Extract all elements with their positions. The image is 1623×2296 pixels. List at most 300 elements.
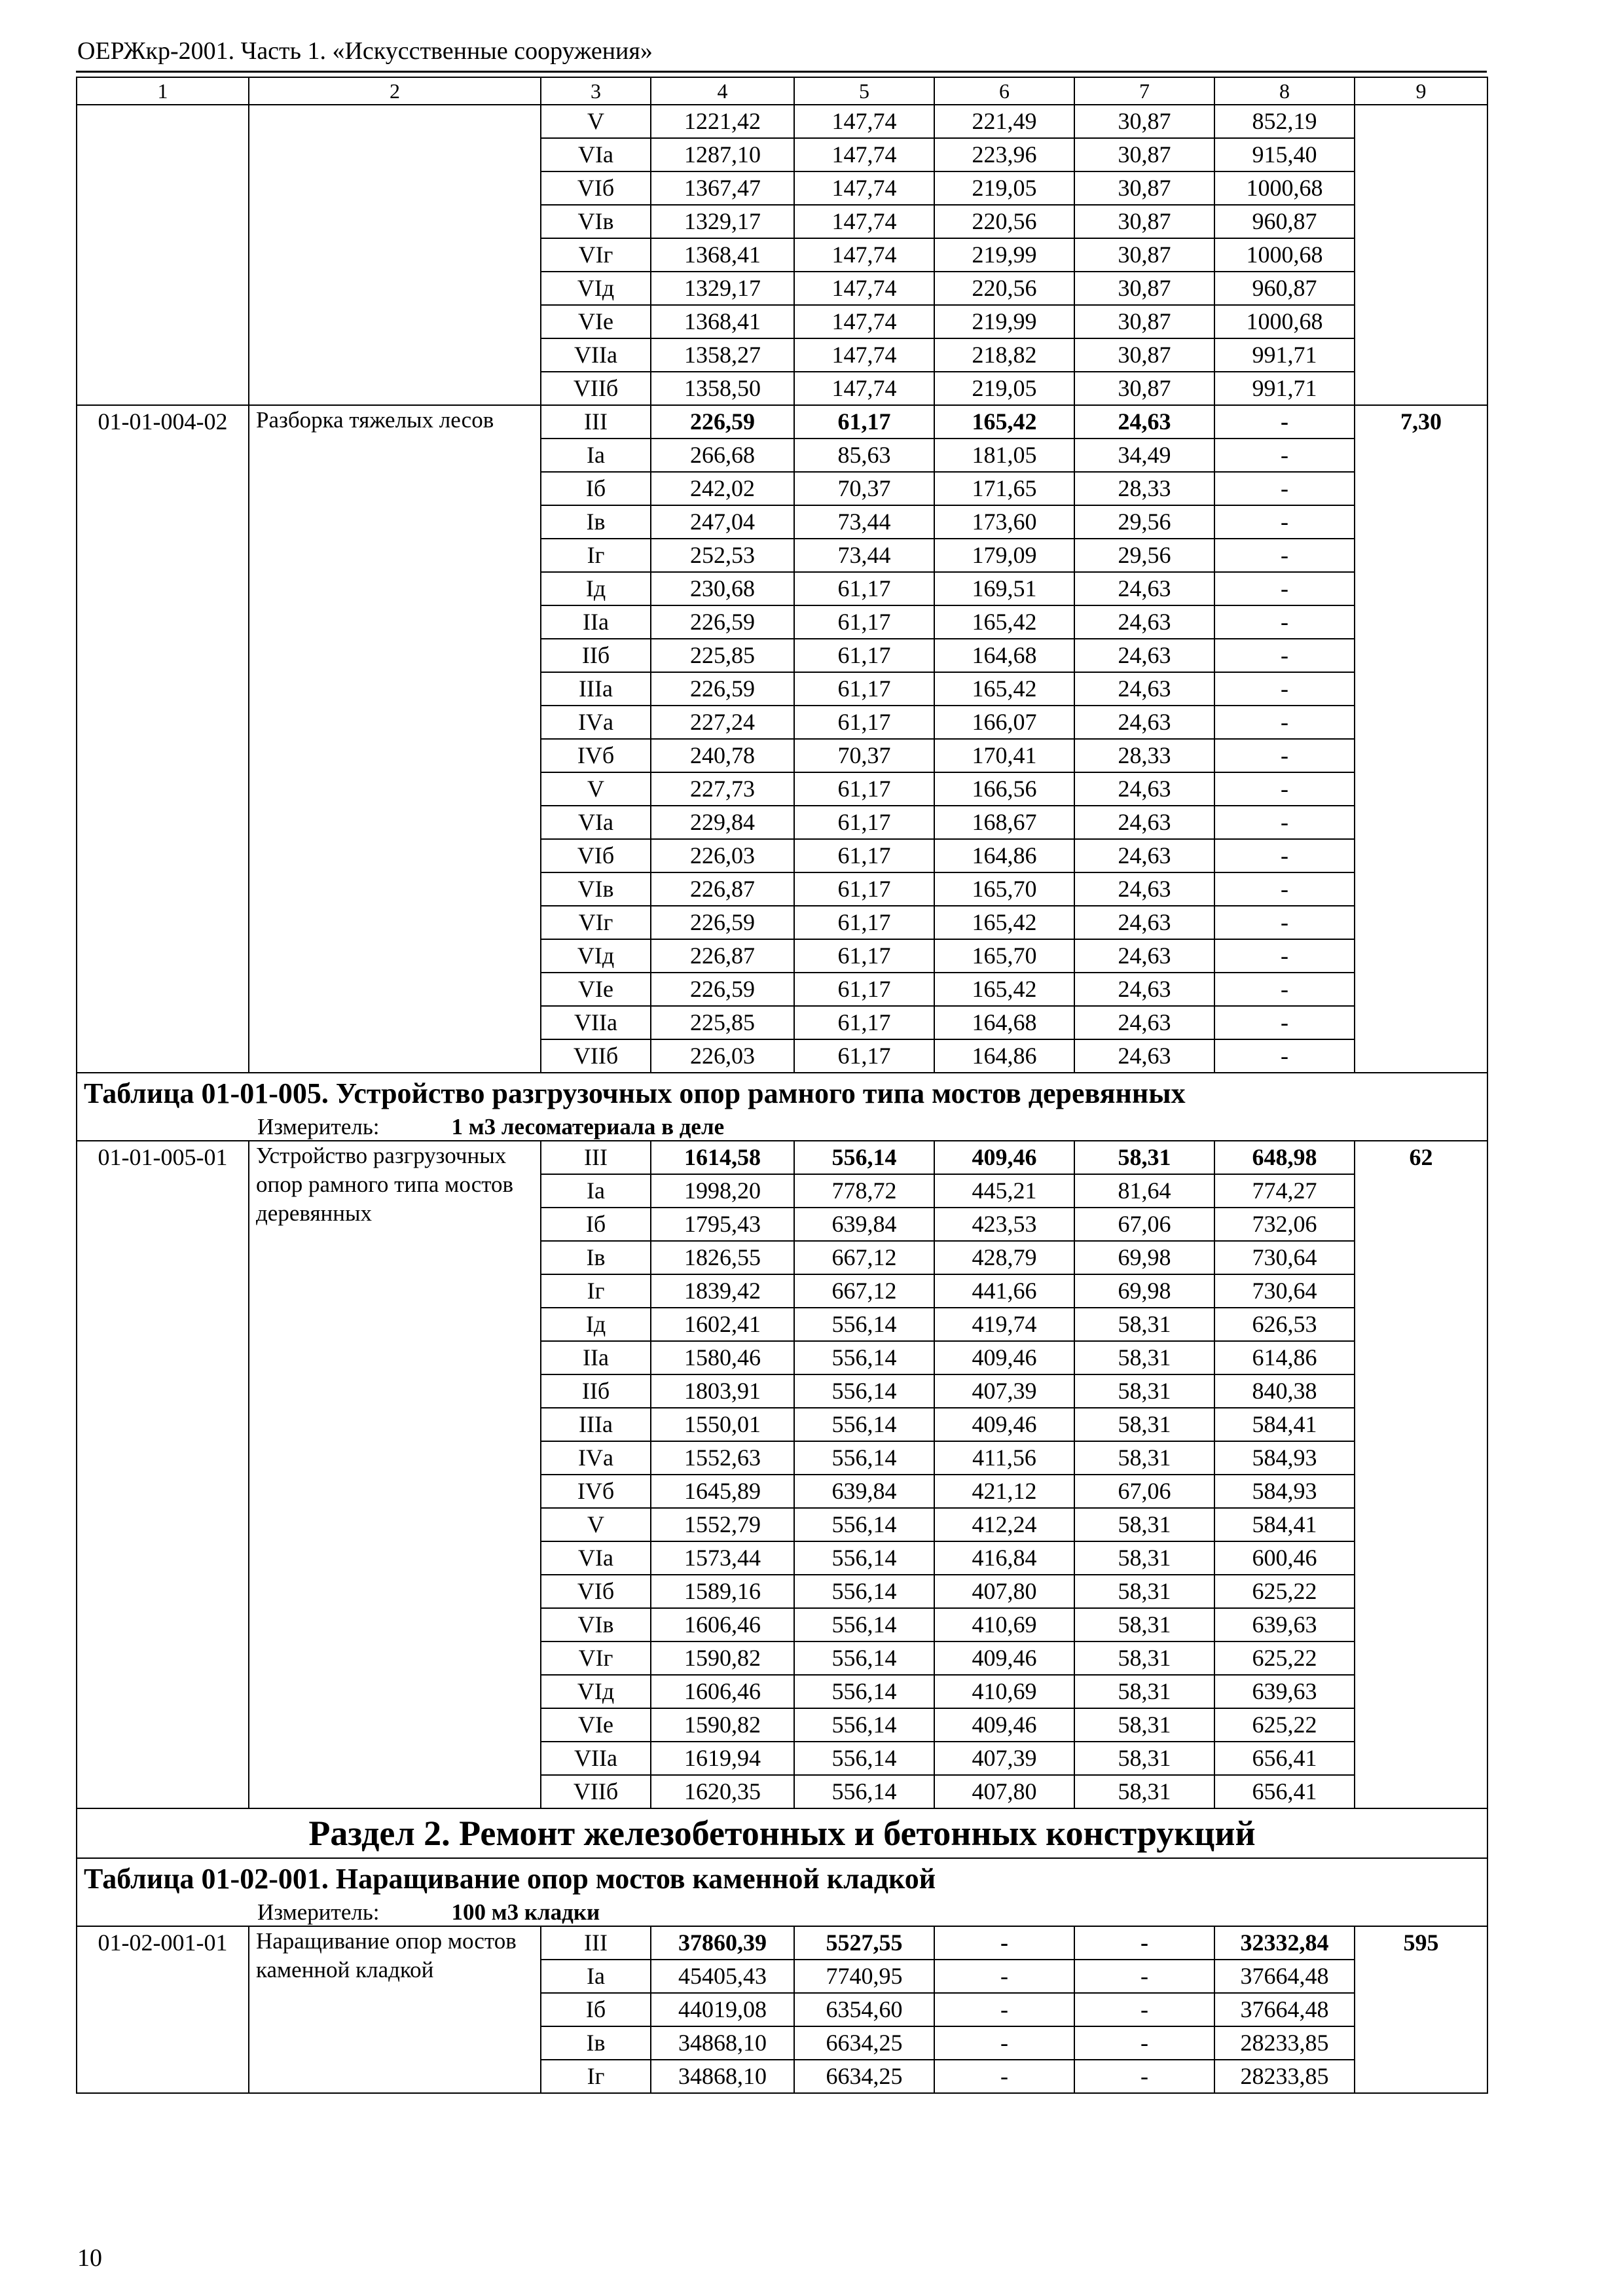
zone-cell: VIб (541, 839, 651, 872)
value-cell: 266,68 (651, 439, 794, 472)
value-cell: 656,41 (1214, 1742, 1355, 1775)
value-cell: 147,74 (794, 372, 934, 405)
table-body (77, 77, 1487, 2093)
value-cell: - (934, 1993, 1074, 2026)
measure-cell (77, 1114, 1487, 1141)
value-cell: 61,17 (794, 706, 934, 739)
value-cell: 840,38 (1214, 1374, 1355, 1408)
value-cell: 778,72 (794, 1174, 934, 1208)
rate-name: Наращивание опор мостов каменной кладкой (249, 1926, 541, 2093)
zone-cell: VIIа (541, 338, 651, 372)
value-cell: 1620,35 (651, 1775, 794, 1808)
value-cell: 656,41 (1214, 1775, 1355, 1808)
value-cell: 164,86 (934, 1039, 1074, 1073)
value-cell: 147,74 (794, 238, 934, 272)
value-cell: 37664,48 (1214, 1993, 1355, 2026)
zone-cell: VIд (541, 1675, 651, 1708)
value-cell: 409,46 (934, 1408, 1074, 1441)
rate-name: Устройство разгрузочных опор рамного типа мостов деревянных (249, 1141, 541, 1808)
value-cell: 24,63 (1074, 1006, 1214, 1039)
value-cell: - (1214, 505, 1355, 539)
value-cell: 24,63 (1074, 906, 1214, 939)
value-cell: 24,63 (1074, 405, 1214, 439)
zone-cell: Iа (541, 439, 651, 472)
value-cell: 24,63 (1074, 605, 1214, 639)
value-cell: 409,46 (934, 1141, 1074, 1174)
value-cell: 6354,60 (794, 1993, 934, 2026)
value-cell: - (1074, 1960, 1214, 1993)
value-cell: 410,69 (934, 1608, 1074, 1641)
zone-cell: Iд (541, 1308, 651, 1341)
value-cell: - (1214, 906, 1355, 939)
value-cell: 69,98 (1074, 1241, 1214, 1274)
zone-cell: VIе (541, 305, 651, 338)
value-cell: 226,03 (651, 1039, 794, 1073)
value-cell: 164,86 (934, 839, 1074, 872)
value-cell: - (1214, 605, 1355, 639)
zone-cell: III (541, 1926, 651, 1960)
zone-cell: Iг (541, 539, 651, 572)
zone-cell: Iб (541, 1208, 651, 1241)
value-cell: 164,68 (934, 1006, 1074, 1039)
table-title-row (77, 1858, 1487, 1899)
value-cell: 30,87 (1074, 338, 1214, 372)
value-cell: 218,82 (934, 338, 1074, 372)
value-cell: 556,14 (794, 1775, 934, 1808)
value-cell: - (1214, 739, 1355, 772)
rate-name: Разборка тяжелых лесов (249, 405, 541, 1073)
value-cell: 58,31 (1074, 1775, 1214, 1808)
value-cell: 58,31 (1074, 1641, 1214, 1675)
value-cell: 421,12 (934, 1475, 1074, 1508)
value-cell: 242,02 (651, 472, 794, 505)
value-cell: 29,56 (1074, 539, 1214, 572)
value-cell: 58,31 (1074, 1308, 1214, 1341)
value-cell: - (1214, 572, 1355, 605)
price-table (76, 77, 1488, 2094)
value-cell: - (934, 1960, 1074, 1993)
value-cell: 61,17 (794, 973, 934, 1006)
value-cell: 67,06 (1074, 1208, 1214, 1241)
rate-name (249, 105, 541, 405)
measure-value: 1 м3 лесоматериала в деле (451, 1114, 725, 1139)
value-cell: 171,65 (934, 472, 1074, 505)
value-cell: 556,14 (794, 1141, 934, 1174)
value-cell: 1368,41 (651, 305, 794, 338)
value-cell: 240,78 (651, 739, 794, 772)
value-cell: 226,03 (651, 839, 794, 872)
column-number: 6 (934, 77, 1074, 105)
value-cell: 247,04 (651, 505, 794, 539)
value-cell: 173,60 (934, 505, 1074, 539)
value-cell: 24,63 (1074, 806, 1214, 839)
value-cell: 625,22 (1214, 1575, 1355, 1608)
value-cell: 409,46 (934, 1341, 1074, 1374)
value-cell: 67,06 (1074, 1475, 1214, 1508)
value-cell: 915,40 (1214, 138, 1355, 171)
value-cell: 1602,41 (651, 1308, 794, 1341)
value-cell: 24,63 (1074, 872, 1214, 906)
value-cell: 61,17 (794, 672, 934, 706)
value-cell: - (1214, 672, 1355, 706)
value-cell: 226,59 (651, 973, 794, 1006)
value-cell: 409,46 (934, 1641, 1074, 1675)
zone-cell: VIIб (541, 1039, 651, 1073)
zone-cell: VIг (541, 1641, 651, 1675)
value-cell: 1552,63 (651, 1441, 794, 1475)
value-cell: 226,59 (651, 405, 794, 439)
value-cell: 625,22 (1214, 1641, 1355, 1675)
zone-cell: VIа (541, 1541, 651, 1575)
zone-cell: IIа (541, 1341, 651, 1374)
column-number: 5 (794, 77, 934, 105)
column-number: 8 (1214, 77, 1355, 105)
value-cell: - (1074, 1926, 1214, 1960)
zone-cell: VIб (541, 171, 651, 205)
value-cell: 37664,48 (1214, 1960, 1355, 1993)
value-cell: 169,51 (934, 572, 1074, 605)
measure-label: Измеритель: (257, 1114, 380, 1139)
value-cell: 639,63 (1214, 1608, 1355, 1641)
value-cell: 410,69 (934, 1675, 1074, 1708)
value-cell: 1619,94 (651, 1742, 794, 1775)
value-cell: 407,39 (934, 1374, 1074, 1408)
value-cell: 626,53 (1214, 1308, 1355, 1341)
value-cell: 220,56 (934, 272, 1074, 305)
rate-code: 01-01-005-01 (77, 1141, 249, 1808)
value-cell: 5527,55 (794, 1926, 934, 1960)
zone-cell: VIг (541, 906, 651, 939)
value-cell: 1000,68 (1214, 305, 1355, 338)
value-cell: 1358,27 (651, 338, 794, 372)
zone-cell: Iв (541, 505, 651, 539)
value-cell: 30,87 (1074, 372, 1214, 405)
value-cell: 667,12 (794, 1241, 934, 1274)
value-cell: 24,63 (1074, 973, 1214, 1006)
zone-cell: VIIа (541, 1006, 651, 1039)
value-cell: 223,96 (934, 138, 1074, 171)
page-header: ОЕРЖкр-2001. Часть 1. «Искусственные сооружения» (77, 37, 653, 65)
value-cell: 625,22 (1214, 1708, 1355, 1742)
value-cell: 226,87 (651, 872, 794, 906)
value-cell: - (1214, 539, 1355, 572)
value-cell: 61,17 (794, 1039, 934, 1073)
value-cell: 58,31 (1074, 1141, 1214, 1174)
zone-cell: V (541, 772, 651, 806)
value-cell: - (1214, 806, 1355, 839)
value-cell: 730,64 (1214, 1274, 1355, 1308)
value-cell: - (1214, 639, 1355, 672)
value-cell: 147,74 (794, 171, 934, 205)
column-number-row (77, 77, 1487, 105)
zone-cell: IVа (541, 706, 651, 739)
value-cell: 225,85 (651, 639, 794, 672)
value-cell: 30,87 (1074, 105, 1214, 138)
value-cell: 165,70 (934, 939, 1074, 973)
rate-code: 01-01-004-02 (77, 405, 249, 1073)
value-cell: 556,14 (794, 1608, 934, 1641)
value-cell: 73,44 (794, 505, 934, 539)
value-cell: 28,33 (1074, 739, 1214, 772)
value-cell: 441,66 (934, 1274, 1074, 1308)
value-cell: 24,63 (1074, 706, 1214, 739)
value-cell: 61,17 (794, 906, 934, 939)
value-cell: - (1214, 405, 1355, 439)
zone-cell: Iа (541, 1960, 651, 1993)
measure-label: Измеритель: (257, 1899, 380, 1925)
value-cell: 219,05 (934, 372, 1074, 405)
value-cell: 556,14 (794, 1575, 934, 1608)
column-number: 2 (249, 77, 541, 105)
value-cell: 61,17 (794, 405, 934, 439)
value-cell: 221,49 (934, 105, 1074, 138)
zone-cell: IIб (541, 639, 651, 672)
value-cell: 226,59 (651, 906, 794, 939)
value-cell: 252,53 (651, 539, 794, 572)
measure-row (77, 1114, 1487, 1141)
value-cell: 230,68 (651, 572, 794, 605)
value-cell: 1000,68 (1214, 171, 1355, 205)
value-cell: 445,21 (934, 1174, 1074, 1208)
value-cell: 30,87 (1074, 138, 1214, 171)
value-cell: 584,41 (1214, 1408, 1355, 1441)
value-cell: - (1214, 472, 1355, 505)
value-cell: 28233,85 (1214, 2060, 1355, 2093)
value-cell: 30,87 (1074, 305, 1214, 338)
value-cell: 991,71 (1214, 372, 1355, 405)
value-cell: - (1214, 1039, 1355, 1073)
value-cell: 61,17 (794, 772, 934, 806)
value-cell: 1573,44 (651, 1541, 794, 1575)
value-cell: 30,87 (1074, 272, 1214, 305)
value-cell: 219,05 (934, 171, 1074, 205)
table-row (77, 405, 1487, 439)
value-cell: 556,14 (794, 1541, 934, 1575)
zone-cell: VIIб (541, 1775, 651, 1808)
value-cell: 70,37 (794, 739, 934, 772)
value-cell: 168,67 (934, 806, 1074, 839)
value-cell: 45405,43 (651, 1960, 794, 1993)
value-cell: 1329,17 (651, 205, 794, 238)
value-cell: 58,31 (1074, 1374, 1214, 1408)
value-cell: 419,74 (934, 1308, 1074, 1341)
section-title: Раздел 2. Ремонт железобетонных и бетонных конструкций (77, 1808, 1487, 1858)
rate-code: 01-02-001-01 (77, 1926, 249, 2093)
zone-cell: Iд (541, 572, 651, 605)
value-cell: 61,17 (794, 639, 934, 672)
value-cell: 227,73 (651, 772, 794, 806)
value-cell: 409,46 (934, 1708, 1074, 1742)
value-cell: 556,14 (794, 1742, 934, 1775)
measure-cell (77, 1899, 1487, 1926)
zone-cell: VIд (541, 939, 651, 973)
value-cell: 24,63 (1074, 772, 1214, 806)
table-row (77, 1141, 1487, 1174)
value-cell: 147,74 (794, 338, 934, 372)
value-cell: 1803,91 (651, 1374, 794, 1408)
value-cell: 147,74 (794, 205, 934, 238)
zone-cell: VIв (541, 872, 651, 906)
value-cell: 1287,10 (651, 138, 794, 171)
value-cell: 1221,42 (651, 105, 794, 138)
value-cell: 165,42 (934, 973, 1074, 1006)
value-cell: 1839,42 (651, 1274, 794, 1308)
value-cell: 774,27 (1214, 1174, 1355, 1208)
value-cell: 584,93 (1214, 1441, 1355, 1475)
value-cell: 24,63 (1074, 1039, 1214, 1073)
value-cell: 181,05 (934, 439, 1074, 472)
labor-cost: 7,30 (1355, 405, 1487, 1073)
value-cell: - (934, 2060, 1074, 2093)
value-cell: 852,19 (1214, 105, 1355, 138)
value-cell: 229,84 (651, 806, 794, 839)
value-cell: 600,46 (1214, 1541, 1355, 1575)
zone-cell: IVб (541, 739, 651, 772)
value-cell: 29,56 (1074, 505, 1214, 539)
value-cell: 61,17 (794, 939, 934, 973)
value-cell: 407,39 (934, 1742, 1074, 1775)
value-cell: 164,68 (934, 639, 1074, 672)
value-cell: 639,84 (794, 1475, 934, 1508)
zone-cell: VIе (541, 1708, 651, 1742)
value-cell: 1590,82 (651, 1641, 794, 1675)
value-cell: 147,74 (794, 305, 934, 338)
labor-cost: 62 (1355, 1141, 1487, 1808)
value-cell: 584,41 (1214, 1508, 1355, 1541)
value-cell: 1329,17 (651, 272, 794, 305)
zone-cell: Iв (541, 2026, 651, 2060)
column-number: 1 (77, 77, 249, 105)
value-cell: 960,87 (1214, 205, 1355, 238)
zone-cell: III (541, 1141, 651, 1174)
value-cell: 227,24 (651, 706, 794, 739)
table-title: Таблица 01-01-005. Устройство разгрузочных опор рамного типа мостов деревянных (77, 1073, 1487, 1114)
value-cell: 556,14 (794, 1408, 934, 1441)
value-cell: 61,17 (794, 572, 934, 605)
zone-cell: IIб (541, 1374, 651, 1408)
value-cell: 58,31 (1074, 1508, 1214, 1541)
zone-cell: VIд (541, 272, 651, 305)
value-cell: 226,87 (651, 939, 794, 973)
value-cell: 58,31 (1074, 1541, 1214, 1575)
value-cell: 1606,46 (651, 1675, 794, 1708)
table-title: Таблица 01-02-001. Наращивание опор мостов каменной кладкой (77, 1858, 1487, 1899)
zone-cell: III (541, 405, 651, 439)
table-row (77, 105, 1487, 138)
value-cell: 556,14 (794, 1708, 934, 1742)
value-cell: 639,63 (1214, 1675, 1355, 1708)
value-cell: 30,87 (1074, 171, 1214, 205)
zone-cell: VIв (541, 205, 651, 238)
value-cell: 58,31 (1074, 1708, 1214, 1742)
zone-cell: V (541, 1508, 651, 1541)
value-cell: 1367,47 (651, 171, 794, 205)
value-cell: 85,63 (794, 439, 934, 472)
value-cell: 34868,10 (651, 2026, 794, 2060)
value-cell: 1826,55 (651, 1241, 794, 1274)
value-cell: 412,24 (934, 1508, 1074, 1541)
value-cell: 1550,01 (651, 1408, 794, 1441)
zone-cell: IVб (541, 1475, 651, 1508)
value-cell: 34868,10 (651, 2060, 794, 2093)
column-number: 9 (1355, 77, 1487, 105)
zone-cell: Iа (541, 1174, 651, 1208)
value-cell: 423,53 (934, 1208, 1074, 1241)
value-cell: 58,31 (1074, 1408, 1214, 1441)
value-cell: 1368,41 (651, 238, 794, 272)
value-cell: 81,64 (1074, 1174, 1214, 1208)
value-cell: 1589,16 (651, 1575, 794, 1608)
value-cell: 226,59 (651, 605, 794, 639)
value-cell: 732,06 (1214, 1208, 1355, 1241)
value-cell: 7740,95 (794, 1960, 934, 1993)
value-cell: 648,98 (1214, 1141, 1355, 1174)
value-cell: 58,31 (1074, 1675, 1214, 1708)
zone-cell: VIе (541, 973, 651, 1006)
value-cell: 556,14 (794, 1374, 934, 1408)
value-cell: 58,31 (1074, 1441, 1214, 1475)
zone-cell: VIа (541, 806, 651, 839)
value-cell: 1606,46 (651, 1608, 794, 1641)
value-cell: 6634,25 (794, 2026, 934, 2060)
value-cell: 165,70 (934, 872, 1074, 906)
value-cell: 61,17 (794, 1006, 934, 1039)
value-cell: 730,64 (1214, 1241, 1355, 1274)
value-cell: 428,79 (934, 1241, 1074, 1274)
value-cell: 147,74 (794, 272, 934, 305)
zone-cell: VIIа (541, 1742, 651, 1775)
value-cell: - (1214, 839, 1355, 872)
value-cell: 6634,25 (794, 2060, 934, 2093)
value-cell: 58,31 (1074, 1742, 1214, 1775)
value-cell: 1645,89 (651, 1475, 794, 1508)
value-cell: 166,56 (934, 772, 1074, 806)
value-cell: 24,63 (1074, 572, 1214, 605)
value-cell: 24,63 (1074, 639, 1214, 672)
value-cell: - (934, 2026, 1074, 2060)
value-cell: 61,17 (794, 839, 934, 872)
value-cell: 34,49 (1074, 439, 1214, 472)
value-cell: - (1214, 1006, 1355, 1039)
value-cell: 30,87 (1074, 205, 1214, 238)
value-cell: - (1074, 2026, 1214, 2060)
value-cell: 219,99 (934, 305, 1074, 338)
value-cell: 225,85 (651, 1006, 794, 1039)
value-cell: 24,63 (1074, 672, 1214, 706)
value-cell: 30,87 (1074, 238, 1214, 272)
value-cell: 24,63 (1074, 939, 1214, 973)
value-cell: 556,14 (794, 1641, 934, 1675)
value-cell: 556,14 (794, 1675, 934, 1708)
value-cell: - (1214, 706, 1355, 739)
value-cell: 58,31 (1074, 1341, 1214, 1374)
value-cell: - (1074, 1993, 1214, 2026)
value-cell: 556,14 (794, 1308, 934, 1341)
zone-cell: IIIа (541, 1408, 651, 1441)
value-cell: 1358,50 (651, 372, 794, 405)
value-cell: 147,74 (794, 138, 934, 171)
value-cell: 61,17 (794, 806, 934, 839)
zone-cell: Iг (541, 2060, 651, 2093)
value-cell: 147,74 (794, 105, 934, 138)
value-cell: - (1214, 772, 1355, 806)
zone-cell: IIа (541, 605, 651, 639)
value-cell: - (934, 1926, 1074, 1960)
value-cell: 584,93 (1214, 1475, 1355, 1508)
zone-cell: IIIа (541, 672, 651, 706)
column-number: 4 (651, 77, 794, 105)
zone-cell: VIб (541, 1575, 651, 1608)
